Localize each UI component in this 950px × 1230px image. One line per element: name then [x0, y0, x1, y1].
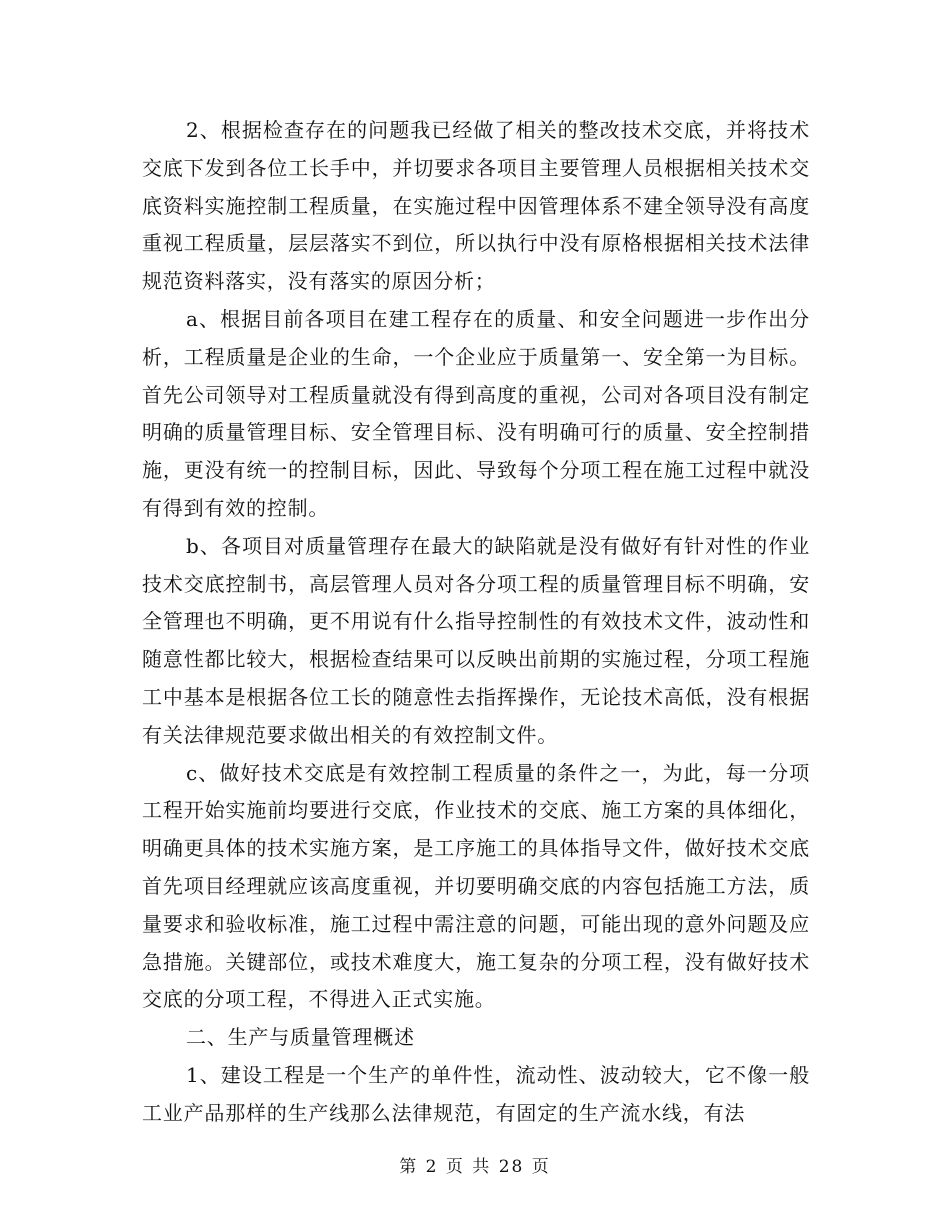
paragraph-point-c: c、做好技术交底是有效控制工程质量的条件之一，为此，每一分项工程开始实施前均要进行交底，作业技术的交底、施工方案的具体细化，明确更具体的技术实施方案，是工序施工的具体指导文件，做好技术交底首先项目经理就应该高度重视，并切要明确交底的内容包括施工方法，质量要求和验收标准，施工过程中需注意的问题，可能出现的意外问题及应急措施。关键部位，或技术难度大，施工复杂的分项工程，没有做好技术交底的分项工程，不得进入正式实施。 [142, 760, 810, 1012]
section-heading: 二、生产与质量管理概述 [186, 1025, 415, 1050]
page-number-footer: 第 2 页 共 28 页 [399, 1157, 551, 1177]
document-body [142, 112, 810, 1133]
paragraph-point-b: b、各项目对质量管理存在最大的缺陷就是没有做好有针对性的作业技术交底控制书，高层管理人员对各分项工程的质量管理目标不明确，安全管理也不明确，更不用说有什么指导控制性的有效技术文件，波动性和随意性都比较大，根据检查结果可以反映出前期的实施过程，分项工程施工中基本是根据各位工长的随意性去指挥操作，无论技术高低，没有根据有关法律规范要求做出相关的有效控制文件。 [142, 533, 810, 747]
paragraph-overview-1: 1、建设工程是一个生产的单件性，流动性、波动较大，它不像一般工业产品那样的生产线那么法律规范，有固定的生产流水线，有法 [142, 1062, 810, 1125]
paragraph-point-a: a、根据目前各项目在建工程存在的质量、和安全问题进一步作出分析，工程质量是企业的生命，一个企业应于质量第一、安全第一为目标。首先公司领导对工程质量就没有得到高度的重视，公司对各项目没有制定明确的质量管理目标、安全管理目标、没有明确可行的质量、安全控制措施，更没有统一的控制目标，因此、导致每个分项工程在施工过程中就没有得到有效的控制。 [142, 306, 810, 520]
paragraph-rectification: 2、根据检查存在的问题我已经做了相关的整改技术交底，并将技术交底下发到各位工长手中，并切要求各项目主要管理人员根据相关技术交底资料实施控制工程质量，在实施过程中因管理体系不建全领导没有高度重视工程质量，层层落实不到位，所以执行中没有原格根据相关技术法律规范资料落实，没有落实的原因分析； [142, 118, 810, 294]
